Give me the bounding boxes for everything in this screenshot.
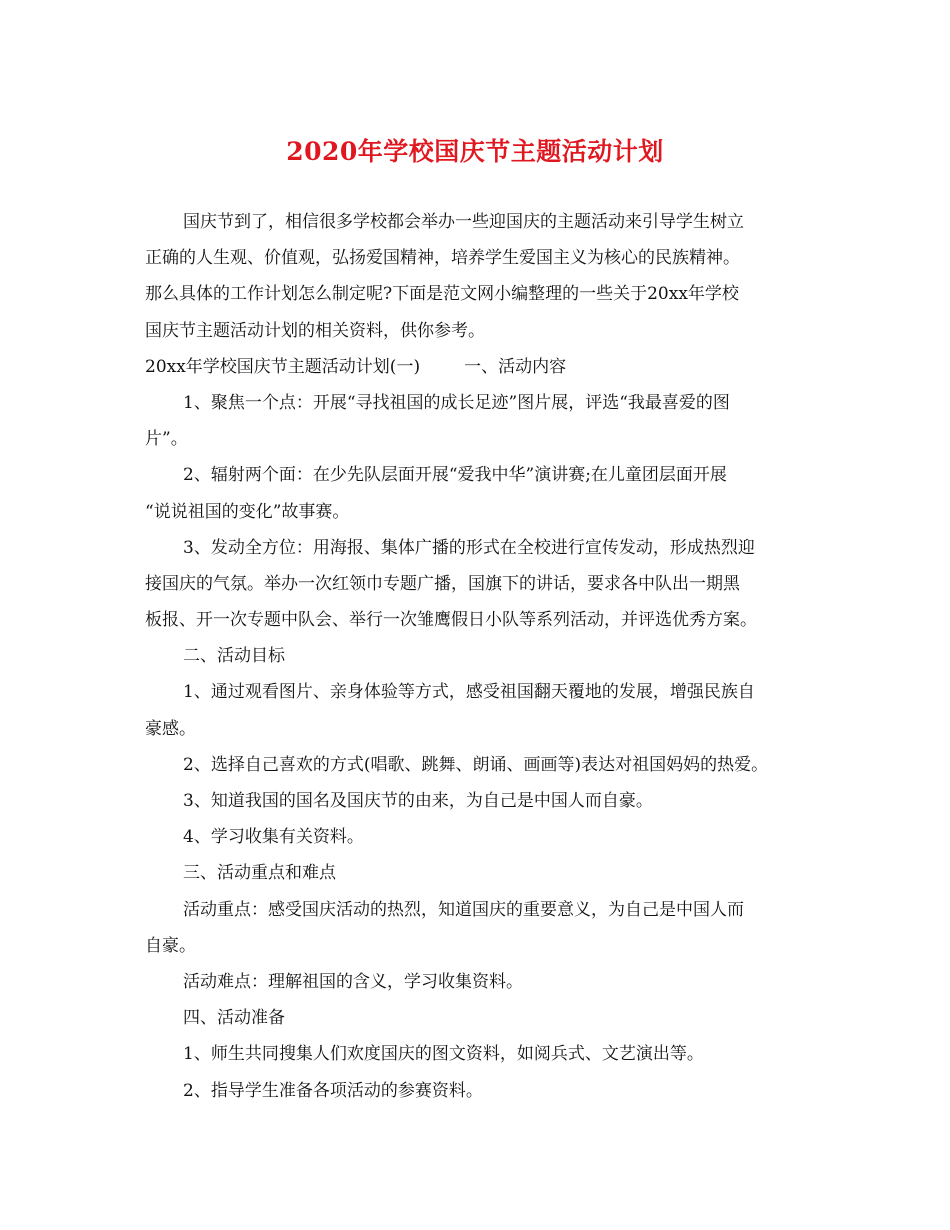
section-heading-goals: 二、活动目标 [183, 646, 285, 667]
document-title: 2020年学校国庆节主题活动计划 [286, 137, 664, 166]
goal-item-4: 4、学习收集有关资料。 [183, 827, 364, 848]
intro-line-4: 国庆节主题活动计划的相关资料，供你参考。 [145, 320, 485, 341]
focus-key-line-1: 活动重点：感受国庆活动的热烈，知道国庆的重要意义，为自己是中国人而 [183, 899, 744, 920]
content-item-3-line-3: 板报、开一次专题中队会、举行一次雏鹰假日小队等系列活动，并评选优秀方案。 [145, 610, 757, 631]
document-body [145, 204, 825, 1109]
content-item-3-line-1: 3、发动全方位：用海报、集体广播的形式在全校进行宣传发动，形成热烈迎 [183, 537, 755, 558]
section-heading-focus: 三、活动重点和难点 [183, 863, 336, 884]
content-item-1-line-1: 1、聚焦一个点：开展“寻找祖国的成长足迹”图片展，评选“我最喜爱的图 [183, 392, 730, 413]
preparation-item-2: 2、指导学生准备各项活动的参赛资料。 [183, 1080, 483, 1101]
goal-item-1-line-1: 1、通过观看图片、亲身体验等方式，感受祖国翻天覆地的发展，增强民族自 [183, 682, 755, 703]
goal-item-2: 2、选择自己喜欢的方式(唱歌、跳舞、朗诵、画画等)表达对祖国妈妈的热爱。 [183, 754, 769, 775]
preparation-item-1: 1、师生共同搜集人们欢度国庆的图文资料，如阅兵式、文艺演出等。 [183, 1044, 704, 1065]
focus-difficulty: 活动难点：理解祖国的含义，学习收集资料。 [183, 971, 523, 992]
goal-item-1-line-2: 豪感。 [145, 718, 196, 739]
intro-line-1: 国庆节到了，相信很多学校都会举办一些迎国庆的主题活动来引导学生树立 [183, 212, 744, 232]
content-item-1-line-2: 片”。 [145, 429, 188, 450]
section-heading-preparation: 四、活动准备 [183, 1008, 285, 1029]
plan-heading-line [145, 349, 825, 385]
content-item-2-line-2: “说说祖国的变化”故事赛。 [145, 501, 350, 522]
goal-item-3: 3、知道我国的国名及国庆节的由来，为自己是中国人而自豪。 [183, 791, 653, 811]
content-item-3-line-2: 接国庆的气氛。举办一次红领巾专题广播，国旗下的讲话，要求各中队出一期黑 [145, 573, 740, 594]
section-heading-content: 一、活动内容 [464, 356, 567, 377]
focus-key-line-2: 自豪。 [145, 935, 196, 956]
intro-line-2: 正确的人生观、价值观，弘扬爱国精神，培养学生爱国主义为核心的民族精神。 [145, 248, 740, 269]
plan-heading: 20xx年学校国庆节主题活动计划(一) [145, 356, 421, 377]
intro-line-3: 那么具体的工作计划怎么制定呢?下面是范文网小编整理的一些关于20xx年学校 [145, 284, 739, 305]
content-item-2-line-1: 2、辐射两个面：在少先队层面开展“爱我中华”演讲赛;在儿童团层面开展 [183, 465, 727, 486]
